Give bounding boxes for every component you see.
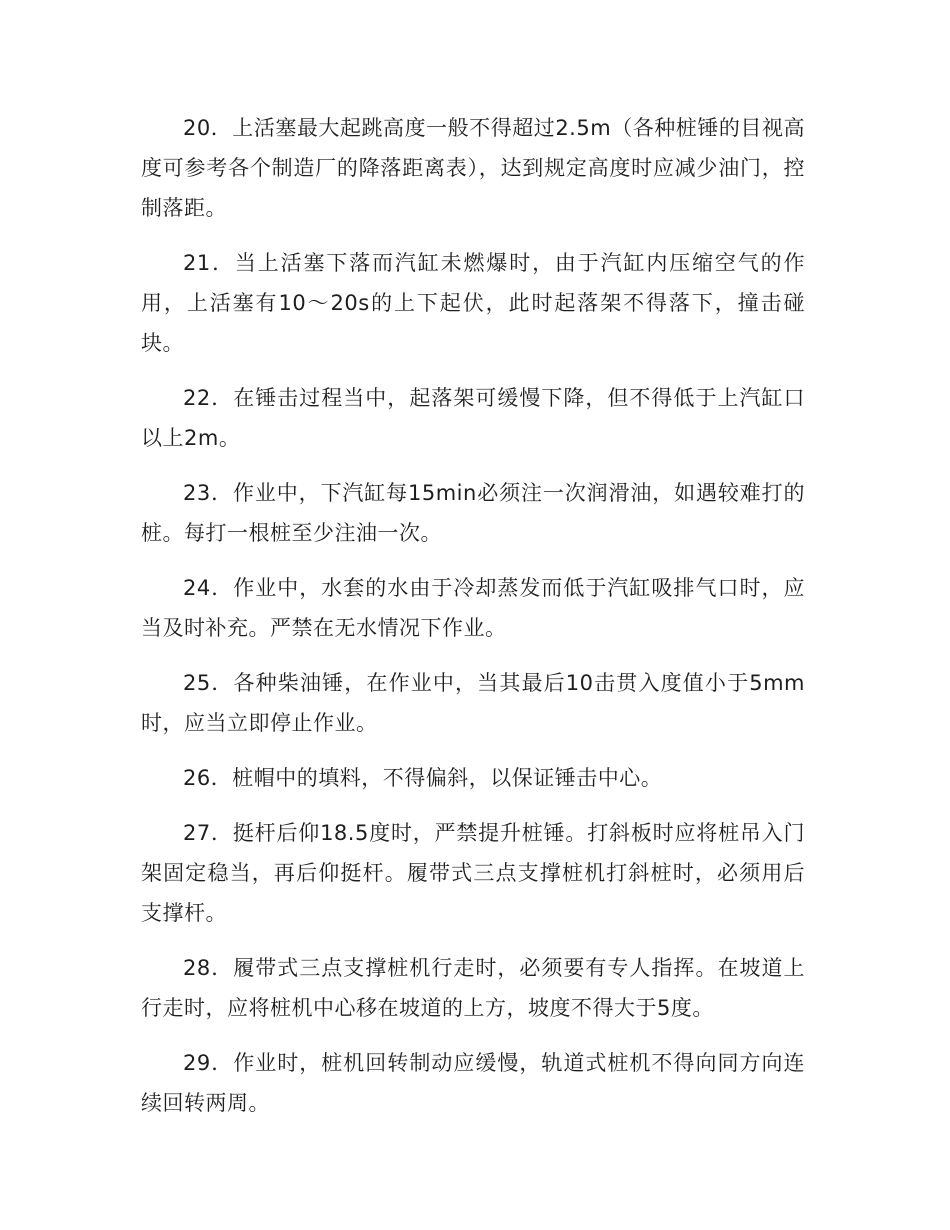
paragraph-item-21: 21．当上活塞下落而汽缸未燃爆时，由于汽缸内压缩空气的作用，上活塞有10～20s的上下起伏，此时起落架不得落下，撞击碰块。 — [141, 251, 805, 355]
paragraph-item-26: 26．桩帽中的填料，不得偏斜，以保证锤击中心。 — [183, 766, 663, 790]
paragraph-item-27: 27．挺杆后仰18.5度时，严禁提升桩锤。打斜板时应将桩吊入门架固定稳当，再后仰挺杆。履带式三点支撑桩机打斜桩时，必须用后支撑杆。 — [141, 821, 805, 925]
paragraph-item-28: 28．履带式三点支撑桩机行走时，必须要有专人指挥。在坡道上行走时，应将桩机中心移在坡道的上方，坡度不得大于5度。 — [141, 956, 805, 1020]
paragraph-item-29: 29．作业时，桩机回转制动应缓慢，轨道式桩机不得向同方向连续回转两周。 — [141, 1051, 805, 1115]
document-body — [141, 108, 805, 1138]
paragraph-item-20: 20．上活塞最大起跳高度一般不得超过2.5m（各种桩锤的目视高度可参考各个制造厂的降落距离表），达到规定高度时应减少油门，控制落距。 — [141, 116, 805, 220]
paragraph-item-25: 25．各种柴油锤，在作业中，当其最后10击贯入度值小于5mm时，应当立即停止作业。 — [141, 671, 805, 735]
paragraph-item-23: 23．作业中，下汽缸每15min必须注一次润滑油，如遇较难打的桩。每打一根桩至少注油一次。 — [141, 481, 805, 545]
paragraph-item-24: 24．作业中，水套的水由于冷却蒸发而低于汽缸吸排气口时，应当及时补充。严禁在无水情况下作业。 — [141, 576, 805, 640]
paragraph-item-22: 22．在锤击过程当中，起落架可缓慢下降，但不得低于上汽缸口以上2m。 — [141, 386, 805, 450]
